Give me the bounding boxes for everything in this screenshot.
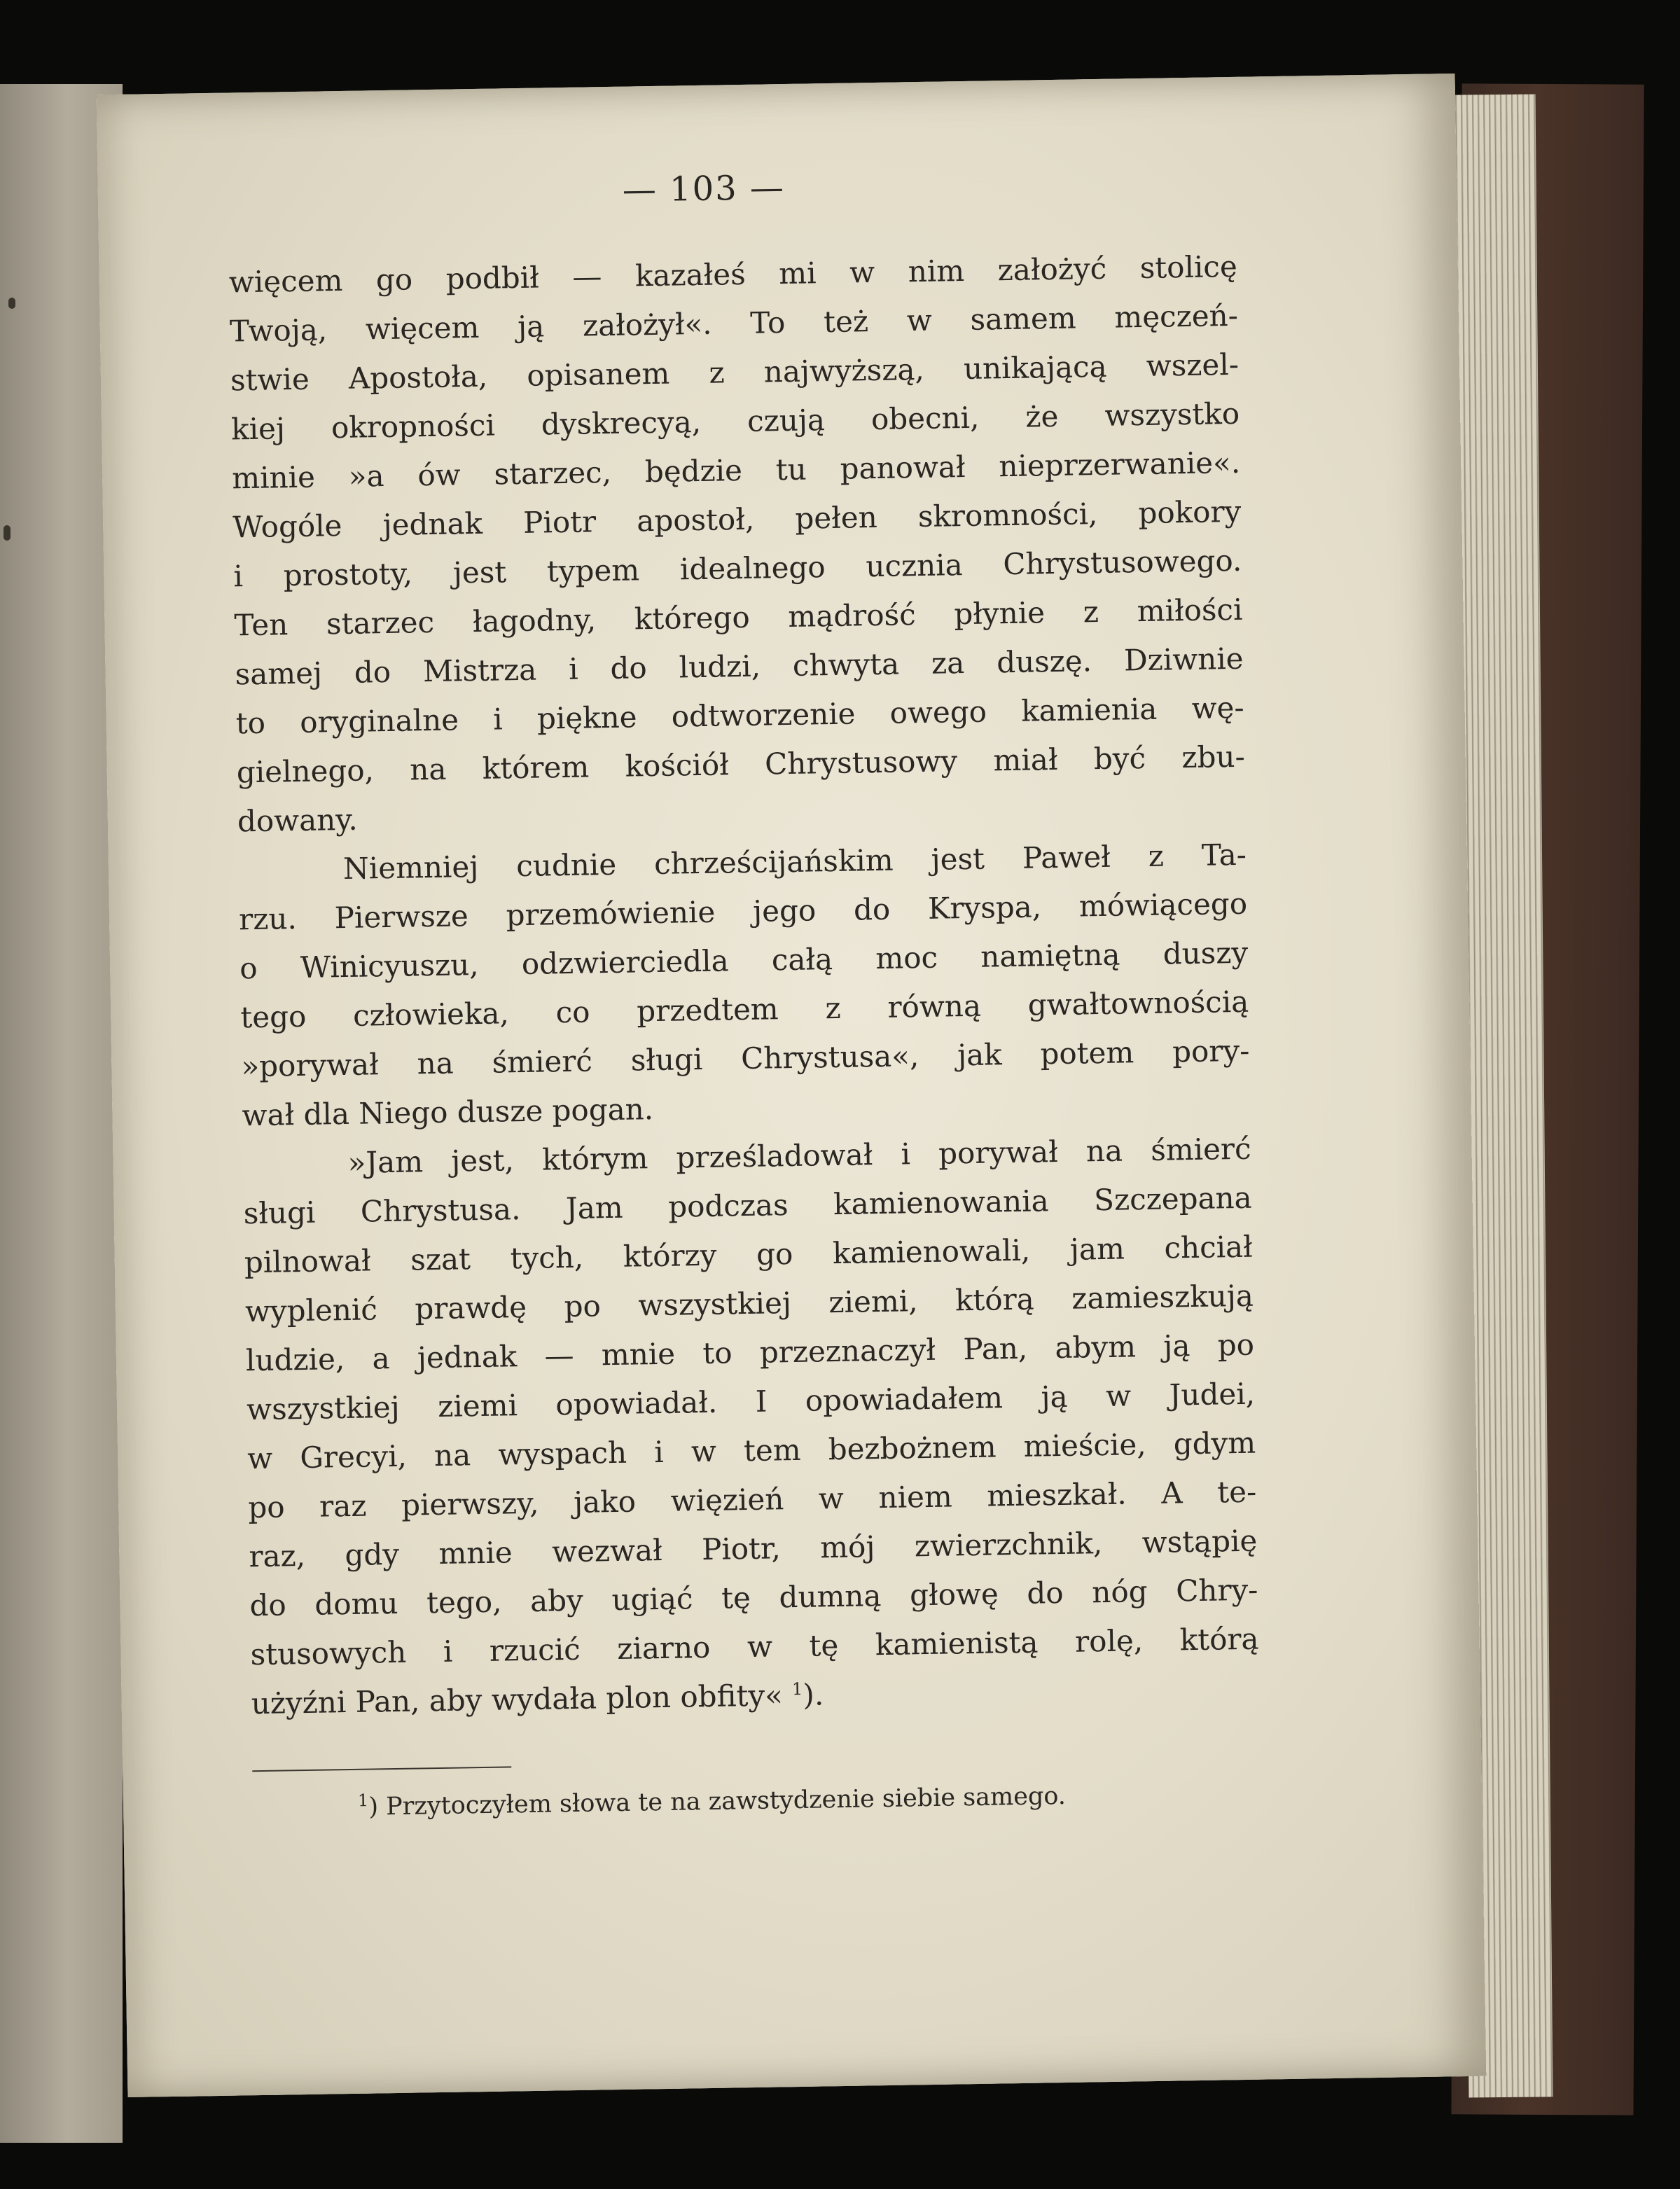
text-line: po raz pierwszy, jako więzień w niem mieszkał. A te-: [247, 1474, 1257, 1525]
text-line: Wogóle jednak Piotr apostoł, pełen skromności, pokory: [232, 494, 1242, 545]
text-line: do domu tego, aby ugiąć tę dumną głowę do nóg Chry-: [249, 1572, 1258, 1623]
text-line: o Winicyuszu, odzwierciedla całą moc namiętną duszy: [239, 935, 1249, 986]
text-line-content: użyźni Pan, aby wydała plon obfity«: [251, 1678, 784, 1721]
text-line: Ten starzec łagodny, którego mądrość płynie z miłości: [234, 592, 1243, 643]
page-number: — 103 —: [622, 167, 786, 210]
text-line: rzu. Pierwsze przemówienie jego do Kryspa, mówiącego: [238, 886, 1248, 937]
text-line: dowany.: [237, 802, 359, 839]
text-line: wał dla Niego dusze pogan.: [242, 1092, 654, 1133]
text-line: sługi Chrystusa. Jam podczas kamienowania Szczepana: [243, 1180, 1252, 1231]
footnote-reference: 1: [791, 1679, 803, 1700]
footnote-divider: [252, 1766, 511, 1772]
text-line: stusowych i rzucić ziarno w tę kamienistą rolę, którą: [250, 1621, 1259, 1672]
text-line: ludzie, a jednak — mnie to przeznaczył Pan, abym ją po: [245, 1327, 1255, 1378]
text-line: wyplenić prawdę po wszystkiej ziemi, którą zamieszkują: [244, 1278, 1254, 1329]
paragraph-2: [238, 831, 1251, 1141]
text-line: to oryginalne i piękne odtworzenie owego kamienia wę-: [235, 690, 1244, 741]
text-line: Niemniej cudnie chrześcijańskim jest Paweł z Ta-: [342, 837, 1247, 887]
text-line: gielnego, na którem kościół Chrystusowy miał być zbu-: [236, 739, 1246, 790]
footnote: [253, 1776, 1262, 1827]
text-line: samej do Mistrza i do ludzi, chwyta za duszę. Dziwnie: [235, 641, 1244, 692]
book-page: [97, 74, 1487, 2097]
left-page-mark: [8, 298, 15, 309]
text-line: stwie Apostoła, opisanem z najwyższą, unikającą wszel-: [230, 347, 1240, 398]
text-line-end: ).: [803, 1677, 824, 1712]
text-line: »porywał na śmierć sługi Chrystusa«, jak potem pory-: [241, 1033, 1250, 1084]
text-line: pilnował szat tych, którzy go kamienowali, jam chciał: [244, 1229, 1254, 1280]
footnote-text: Przytoczyłem słowa te na zawstydzenie siebie samego.: [385, 1781, 1067, 1821]
text-line: tego człowieka, co przedtem z równą gwałtownością: [239, 984, 1249, 1035]
paragraph-3: [242, 1125, 1260, 1729]
text-block: [228, 161, 1262, 1826]
footnote-paren: ): [368, 1793, 379, 1821]
text-line: minie »a ów starzec, będzie tu panował nieprzerwanie«.: [231, 445, 1241, 496]
text-line: i prostoty, jest typem idealnego ucznia Chrystusowego.: [233, 543, 1242, 594]
text-line: wszystkiej ziemi opowiadał. I opowiadałem ją w Judei,: [246, 1376, 1256, 1427]
left-page-mark: [4, 525, 11, 541]
text-line: raz, gdy mnie wezwał Piotr, mój zwierzchnik, wstąpię: [249, 1523, 1258, 1574]
text-line: Twoją, więcem ją założył«. To też w samem męczeń-: [229, 298, 1239, 349]
text-line: w Grecyi, na wyspach i w tem bezbożnem mieście, gdym: [247, 1425, 1256, 1476]
paragraph-1: [228, 242, 1246, 847]
footnote-mark: 1: [357, 1790, 369, 1811]
text-line: kiej okropności dyskrecyą, czują obecni, że wszystko: [230, 396, 1240, 447]
text-line: więcem go podbił — kazałeś mi w nim założyć stolicę: [228, 249, 1238, 300]
text-line: »Jam jest, którym prześladował i porywał na śmierć: [347, 1131, 1251, 1180]
